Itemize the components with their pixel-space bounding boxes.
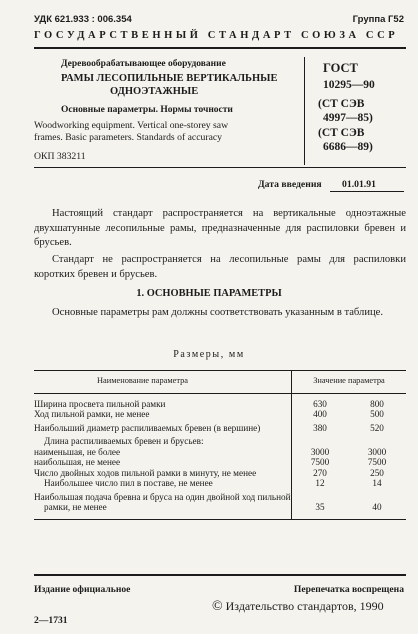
row-value-630: 630 (292, 393, 349, 409)
effective-date-label: Дата введения (258, 179, 322, 190)
row-name: Число двойных ходов пильной рамки в минуту, не менее (34, 467, 257, 478)
gost-label: ГОСТ (323, 61, 358, 75)
row-name: наибольшая, не менее (34, 457, 121, 467)
section-paragraph-text: Основные параметры рам должны соответствовать указанным в таблице. (52, 307, 384, 318)
print-code: 2—1731 (34, 615, 68, 626)
table-row (34, 409, 406, 420)
row-value-630: 3000 (292, 447, 349, 458)
st-sev-1-a: (СТ СЭВ (318, 98, 365, 110)
english-title-line2: frames. Basic parameters. Standards of accuracy (34, 132, 223, 143)
row-name: наименьшая, не более (34, 446, 121, 457)
row-value-800: 520 (370, 422, 384, 433)
row-value-800: 250 (370, 467, 384, 478)
row-name: Длина распиливаемых бревен и брусьев: (44, 436, 204, 446)
footer-official-edition: Издание официальное (34, 584, 131, 595)
table-row (34, 447, 406, 458)
column-header-name: Наименование параметра (34, 371, 292, 394)
intro-paragraph-2 (34, 253, 406, 282)
footer-rule (34, 574, 406, 576)
effective-date-value: 01.01.91 (342, 179, 376, 190)
titleblock-rule (34, 167, 406, 168)
row-value-800: 500 (370, 409, 384, 419)
category-label: Деревообрабатывающее оборудование (61, 59, 226, 69)
parameters-table (34, 370, 406, 520)
row-value-800: 14 (372, 478, 382, 488)
table-row (34, 457, 406, 468)
standard-subtitle: Основные параметры. Нормы точности (61, 105, 233, 115)
row-value-630: 380 (292, 420, 349, 434)
section-heading: 1. ОСНОВНЫЕ ПАРАМЕТРЫ (136, 288, 282, 299)
st-sev-2-a: (СТ СЭВ (318, 127, 365, 139)
row-name: Наибольший диаметр распиливаемых бревен (в вершине) (34, 422, 261, 433)
row-value-800: 3000 (367, 446, 387, 457)
copyright-text: Издательство стандартов, 1990 (225, 599, 384, 613)
row-value-630: 7500 (292, 457, 349, 468)
section-paragraph (34, 306, 406, 321)
row-value-630: 12 (292, 478, 349, 489)
table-caption: Размеры, мм (173, 349, 245, 360)
row-name: Ход пильной рамки, не менее (34, 409, 150, 419)
table-row (34, 393, 406, 409)
udk-code: УДК 621.933 : 006.354 (34, 14, 132, 25)
row-value-630: 400 (292, 409, 349, 420)
table-row (34, 489, 406, 520)
row-value-630: 270 (292, 468, 349, 479)
document-title: ГОСУДАРСТВЕННЫЙ СТАНДАРТ СОЮЗА ССР (34, 30, 399, 41)
english-title-line1: Woodworking equipment. Vertical one-storey saw (34, 120, 229, 131)
st-sev-1-b: 4997—85) (323, 112, 373, 124)
row-value-630 (292, 433, 349, 447)
intro-paragraph-1-text: Настоящий стандарт распространяется на вертикальные одноэтажные двухшатунные лесопильные рамы, предназначенные для распиловки бревен и брусьев. (34, 208, 406, 248)
row-name: Наибольшее число пил в поставе, не менее (44, 478, 213, 488)
row-value-800: 40 (348, 489, 406, 520)
gost-number: 10295—90 (323, 79, 375, 91)
intro-paragraph-1 (34, 207, 406, 251)
row-name: Ширина просвета пильной рамки (34, 398, 166, 409)
table-row (34, 420, 406, 434)
table-row (34, 468, 406, 479)
okp-code: ОКП 383211 (34, 151, 86, 162)
column-header-value: Значение параметра (292, 371, 407, 394)
row-value-630: 35 (292, 489, 349, 520)
table-row (34, 433, 406, 447)
group-code: Группа Г52 (352, 14, 404, 25)
header-rule (34, 47, 406, 49)
intro-paragraph-2-text: Стандарт не распространяется на лесопильные рамы для распиловки коротких бревен и брусьев. (34, 254, 406, 280)
titleblock-divider (304, 57, 305, 165)
row-value-800 (348, 433, 406, 447)
st-sev-2-b: 6686—89) (323, 141, 373, 153)
standard-title-line1: РАМЫ ЛЕСОПИЛЬНЫЕ ВЕРТИКАЛЬНЫЕ (61, 73, 278, 84)
table-header-row (34, 371, 406, 394)
row-value-800: 7500 (367, 457, 387, 467)
standard-title-line2: ОДНОЭТАЖНЫЕ (110, 86, 199, 97)
row-name: Наибольшая подача бревна и бруса на один двойной ход пильной рамки, не менее (34, 489, 292, 520)
table-row (34, 478, 406, 489)
copyright-line (212, 599, 384, 615)
footer-reprint-prohibited: Перепечатка воспрещена (293, 584, 404, 595)
copyright-icon: © (212, 599, 223, 614)
effective-date-underline (330, 191, 404, 192)
row-value-800: 800 (370, 398, 384, 409)
